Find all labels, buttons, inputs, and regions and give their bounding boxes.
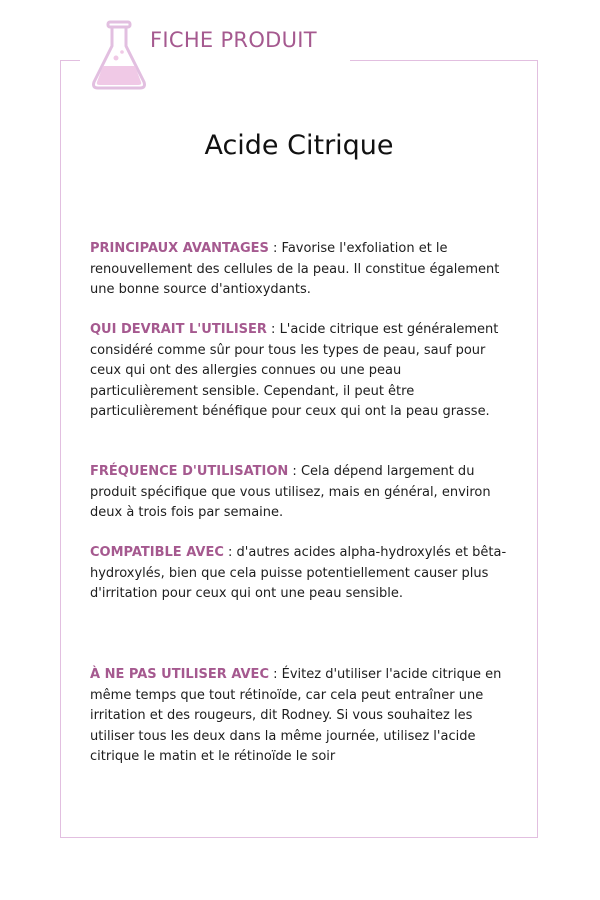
section-text: d'autres acides alpha-hydroxylés et bêta-hydroxylés, bien que cela puisse potentiellement causer plus d'irritation pour ceux qui ont une peau sensible.	[90, 545, 507, 601]
section-benefits	[90, 239, 512, 301]
header-title: FICHE PRODUIT	[150, 28, 317, 52]
section-text: L'acide citrique est généralement considéré comme sûr pour tous les types de peau, sauf pour ceux qui ont des allergies connues ou une peau particulièrement sensible. Cependant, il peut être particulièrement bénéfique pour ceux qui ont la peau grasse.	[90, 322, 499, 419]
section-text: Favorise l'exfoliation et le renouvellement des cellules de la peau. Il constitue également une bonne source d'antioxydants.	[90, 241, 500, 297]
section-separator: :	[268, 241, 282, 256]
section-text: Évitez d'utiliser l'acide citrique en même temps que tout rétinoïde, car cela peut entraîner une irritation et des rougeurs, dit Rodney. Si vous souhaitez les utiliser tous les deux dans la même journée, utilisez l'acide citrique le matin et le rétinoïde le soir	[90, 667, 502, 764]
section-label: QUI DEVRAIT L'UTILISER	[90, 322, 267, 337]
section-do-not-use-with	[90, 665, 512, 768]
flask-icon	[88, 20, 150, 92]
section-compatible-with	[90, 543, 512, 605]
product-title: Acide Citrique	[204, 130, 394, 161]
section-frequency	[90, 462, 512, 524]
section-separator: :	[288, 464, 301, 479]
section-label: COMPATIBLE AVEC	[90, 545, 224, 560]
section-text: Cela dépend largement du produit spécifique que vous utilisez, mais en général, environ deux à trois fois par semaine.	[90, 464, 491, 520]
section-label: FRÉQUENCE D'UTILISATION	[90, 464, 289, 479]
section-who-should-use	[90, 320, 512, 423]
section-separator: :	[223, 545, 237, 560]
section-separator: :	[266, 322, 280, 337]
section-label: PRINCIPAUX AVANTAGES	[90, 241, 269, 256]
section-separator: :	[268, 667, 282, 682]
section-label: À NE PAS UTILISER AVEC	[90, 667, 269, 682]
